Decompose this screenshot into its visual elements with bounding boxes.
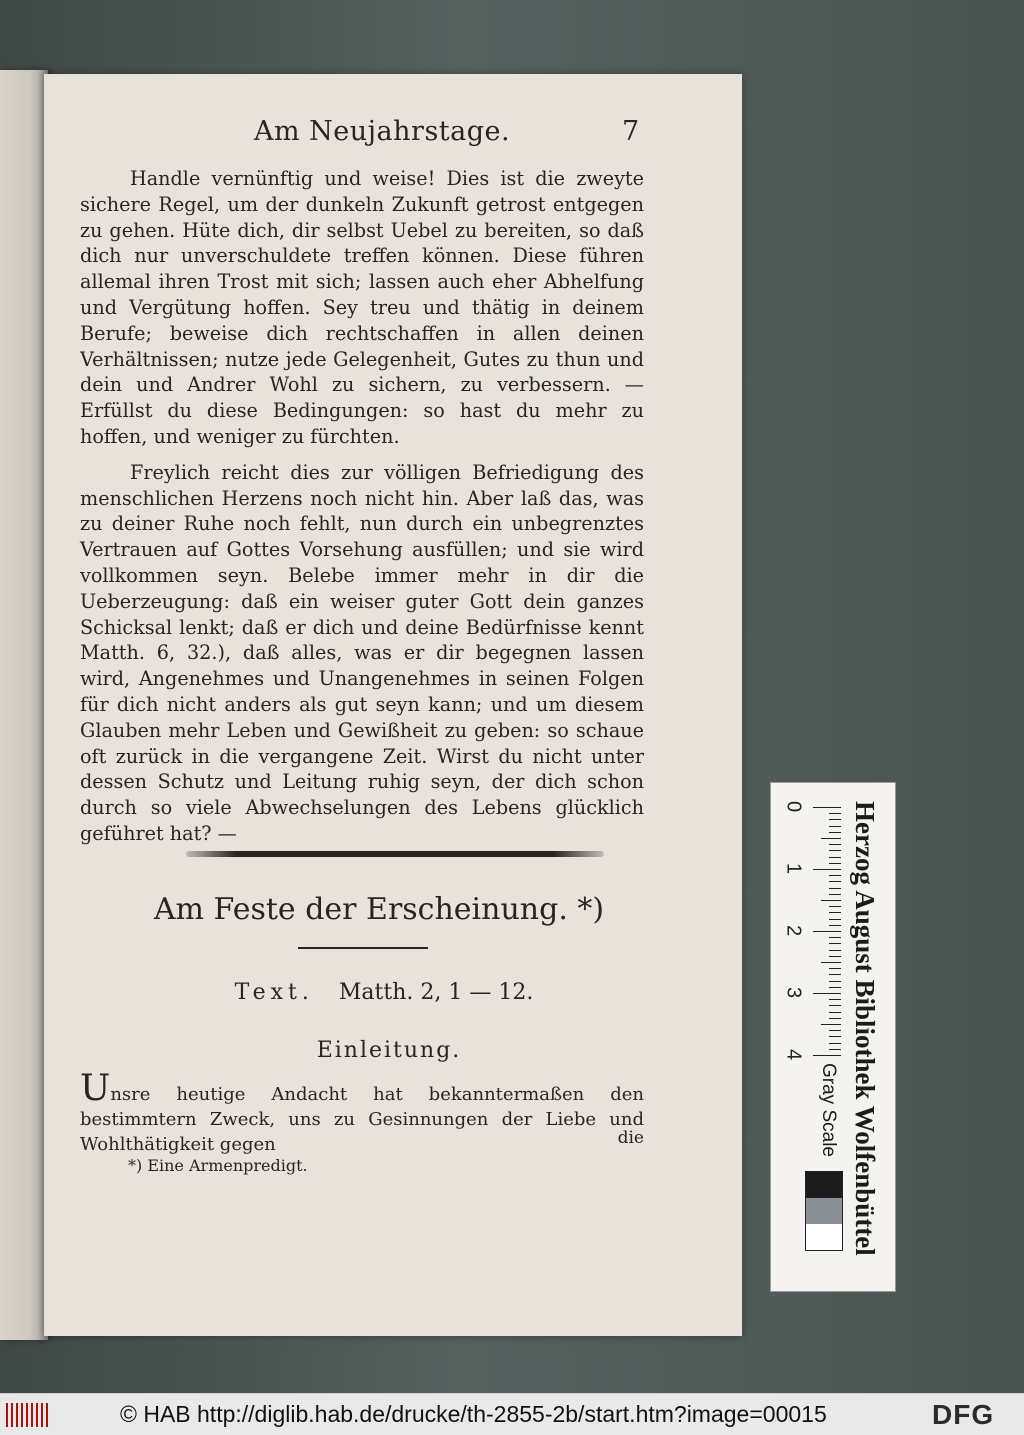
ruler-tick <box>821 962 841 963</box>
ruler-tick <box>829 919 841 920</box>
section-title: Am Feste der Erscheinung. *) <box>153 892 605 927</box>
institution-name: Herzog August Bibliothek Wolfenbüttel <box>850 801 880 1256</box>
ruler-tick <box>829 1036 841 1037</box>
ruler-tick <box>829 894 841 895</box>
ruler-tick <box>829 912 841 913</box>
ruler-tick-label: 0 <box>782 800 805 813</box>
ruler-tick <box>829 999 841 1000</box>
ruler-tick <box>829 987 841 988</box>
ruler-tick <box>821 1024 841 1025</box>
ruler-tick-label: 2 <box>782 924 805 937</box>
ruler-tick <box>829 1043 841 1044</box>
ruler-tick <box>813 1055 841 1056</box>
library-logo-icon <box>6 1403 48 1427</box>
ruler-tick <box>829 875 841 876</box>
ruler-tick <box>829 863 841 864</box>
text-label: Text. <box>234 980 314 1005</box>
ruler-tick <box>829 925 841 926</box>
ruler-tick <box>829 1018 841 1019</box>
intro-text <box>80 1068 644 1157</box>
gray-swatch <box>806 1172 842 1198</box>
ruler-tick <box>829 981 841 982</box>
running-head <box>44 116 742 156</box>
paragraph: Freylich reicht dies zur völligen Befriedigung des menschlichen Herzens noch nicht hin. Aber laß das, was zu deiner Ruhe noch fehlt, nun durch ein unbegrenztes Vertrauen auf Gottes Vorsehung ausfüllen; und sie wird vollkommen seyn. Belebe immer mehr in dir die Ueberzeugung: daß ein weiser guter Gott dein ganzes Schicksal lenkt; daß er dich und deine Bedürfnisse kennt Matth. 6, 32.), daß alles, was er dir begegnen lassen wird, Angenehmes und Unangenehmes in seinen Folgen für dich nicht anders als gut seyn kann; und um diesem Glauben mehr Leben und Gewißheit zu geben: so schaue oft zurück in die vergangene Zeit. Wirst du nicht unter dessen Schutz und Leitung ruhig seyn, der dich schon durch so viele Abwechselungen des Lebens glücklich geführet hat? — <box>80 460 644 845</box>
ruler-tick <box>829 968 841 969</box>
ruler-tick <box>829 1005 841 1006</box>
ruler-tick <box>829 1049 841 1050</box>
footer-credit[interactable]: © HAB http://diglib.hab.de/drucke/th-2855-2b/start.htm?image=00015 <box>120 1401 827 1427</box>
ruler-tick <box>829 1012 841 1013</box>
ruler-tick-label: 1 <box>782 862 805 875</box>
ruler-tick <box>829 813 841 814</box>
ruler-tick <box>829 819 841 820</box>
ruler-tick-label: 3 <box>782 986 805 999</box>
ruler-tick <box>829 956 841 957</box>
ruler-tick <box>829 881 841 882</box>
ruler-tick <box>813 869 841 870</box>
ruler-tick-label: 4 <box>782 1048 805 1061</box>
ruler-tick <box>829 1030 841 1031</box>
ruler-tick <box>829 888 841 889</box>
ruler-tick <box>829 974 841 975</box>
footnote: *) Eine Armenpredigt. <box>128 1156 308 1175</box>
footer-bar <box>0 1393 1024 1435</box>
body-text <box>80 166 644 847</box>
drop-cap: U <box>80 1068 111 1109</box>
gray-swatch <box>806 1224 842 1250</box>
scripture-reference <box>164 980 604 1005</box>
ruler-tick <box>813 931 841 932</box>
gray-swatch <box>806 1198 842 1224</box>
previous-page-edge <box>0 70 48 1340</box>
grayscale-label: Gray Scale <box>818 1063 839 1157</box>
ruler-tick <box>813 807 841 808</box>
ruler-tick <box>829 943 841 944</box>
color-scale-card <box>770 782 896 1292</box>
ruler-tick <box>829 857 841 858</box>
paragraph: Handle vernünftig und weise! Dies ist die zweyte sichere Regel, um der dunkeln Zukunft getrost entgegen zu gehen. Hüte dich, dir selbst Uebel zu bereiten, so daß dich nur unverschuldete treffen können. Diese führen allemal ihren Trost mit sich; lassen auch eher Abhelfung und Vergütung hoffen. Sey treu und thätig in deinem Berufe; beweise dich rechtschaffen in allen deinen Verhältnissen; nutze jede Gelegenheit, Gutes zu thun und dein und Andrer Wohl zu sichern, zu verbessern. — Erfüllst du diese Bedingungen: so hast du mehr zu hoffen, und weniger zu fürchten. <box>80 167 644 448</box>
ruler-tick <box>821 900 841 901</box>
dfg-logo: DFG <box>932 1399 995 1430</box>
title-underline <box>298 947 428 949</box>
book-page <box>44 74 742 1336</box>
running-title: Am Neujahrstage. <box>254 116 511 147</box>
intro-body: nsre heutige Andacht hat bekanntermaßen den bestimmtern Zweck, uns zu Gesinnungen der Liebe und Wohlthätigkeit gegen <box>80 1084 644 1155</box>
reference: Matth. 2, 1 — 12. <box>338 980 534 1005</box>
ruler-tick <box>829 906 841 907</box>
ruler-tick <box>813 993 841 994</box>
ruler-tick <box>829 937 841 938</box>
page-number: 7 <box>622 116 640 147</box>
ruler-tick <box>829 950 841 951</box>
intro-heading: Einleitung. <box>316 1038 462 1063</box>
ruler <box>771 783 845 1083</box>
ruler-tick <box>821 838 841 839</box>
decorative-rule <box>186 851 604 857</box>
ruler-tick <box>829 832 841 833</box>
ruler-tick <box>829 850 841 851</box>
gray-swatches <box>805 1171 843 1251</box>
ruler-tick <box>829 844 841 845</box>
ruler-tick <box>829 826 841 827</box>
catchword: die <box>617 1128 644 1148</box>
